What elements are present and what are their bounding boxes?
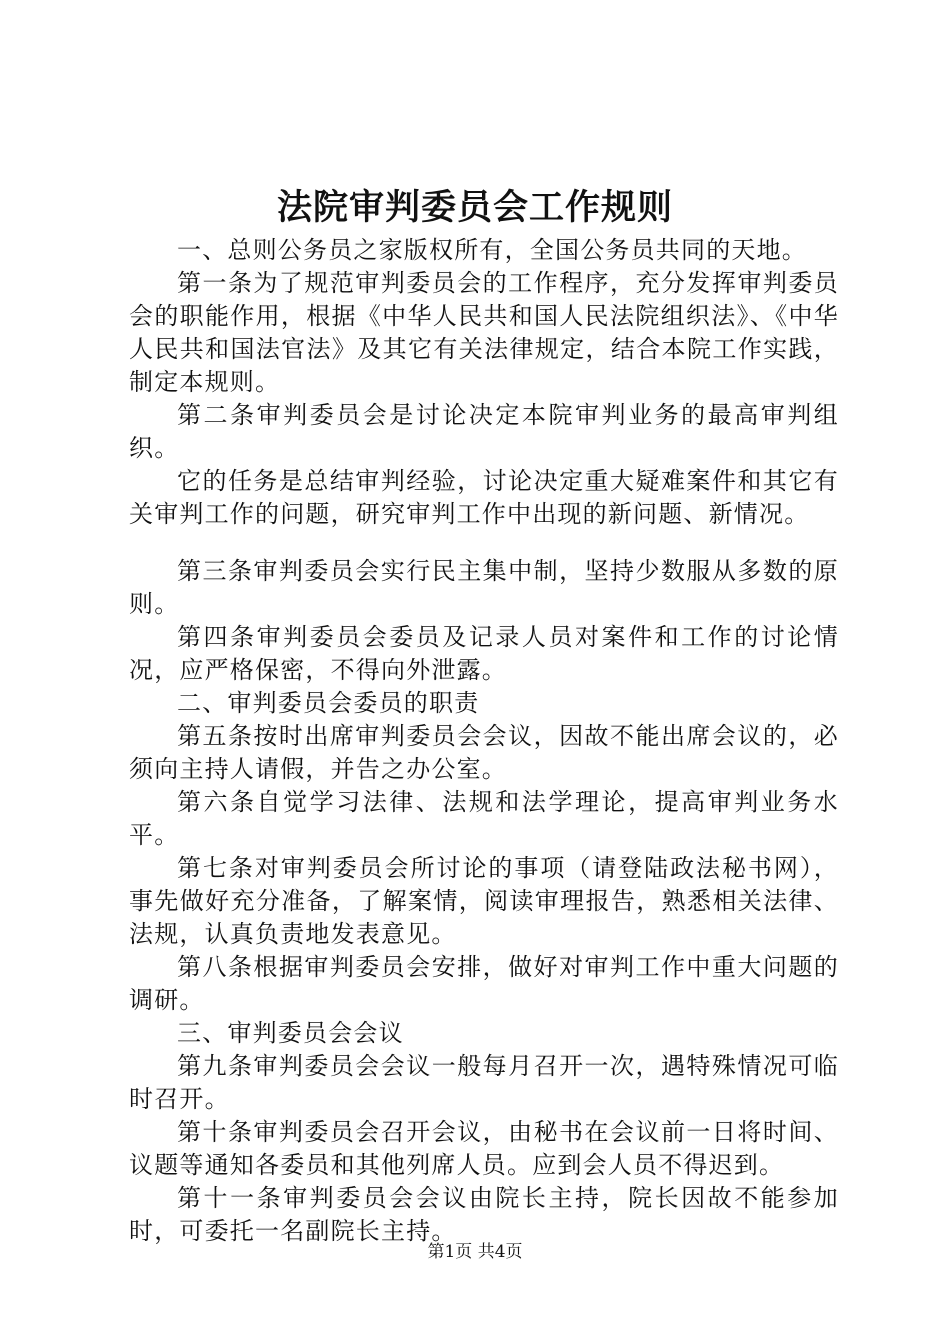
- article-1: 第一条为了规范审判委员会的工作程序，充分发挥审判委员会的职能作用，根据《中华人民共和国人民法院组织法》、《中华人民共和国法官法》及其它有关法律规定，结合本院工作实践，制定本规则。: [129, 269, 839, 396]
- document-title: 法院审判委员会工作规则: [276, 187, 673, 228]
- article-9: 第九条审判委员会会议一般每月召开一次，遇特殊情况可临时召开。: [129, 1052, 839, 1113]
- article-5: 第五条按时出席审判委员会会议，因故不能出席会议的，必须向主持人请假，并告之办公室。: [129, 722, 839, 783]
- article-7: 第七条对审判委员会所讨论的事项（请登陆政法秘书网），事先做好充分准备，了解案情，阅读审理报告，熟悉相关法律、法规，认真负责地发表意见。: [129, 854, 839, 948]
- article-11: 第十一条审判委员会会议由院长主持，院长因故不能参加时，可委托一名副院长主持。: [129, 1184, 839, 1245]
- page-number-footer: 第1页 共4页: [427, 1242, 523, 1262]
- blank-line: [129, 531, 839, 555]
- section-heading-duties: 二、审判委员会委员的职责: [177, 689, 480, 717]
- article-2-continued: 它的任务是总结审判经验，讨论决定重大疑难案件和其它有关审判工作的问题，研究审判工作中出现的新问题、新情况。: [129, 467, 839, 528]
- article-3: 第三条审判委员会实行民主集中制，坚持少数服从多数的原则。: [129, 557, 839, 618]
- section-heading-general: 一、总则公务员之家版权所有，全国公务员共同的天地。: [177, 236, 807, 264]
- article-10: 第十条审判委员会召开会议，由秘书在会议前一日将时间、议题等通知各委员和其他列席人员。应到会人员不得迟到。: [129, 1118, 839, 1179]
- article-6: 第六条自觉学习法律、法规和法学理论，提高审判业务水平。: [129, 788, 839, 849]
- article-2: 第二条审判委员会是讨论决定本院审判业务的最高审判组织。: [129, 401, 839, 462]
- article-4: 第四条审判委员会委员及记录人员对案件和工作的讨论情况，应严格保密，不得向外泄露。: [129, 623, 839, 684]
- document-body: [129, 234, 839, 1248]
- section-heading-meetings: 三、审判委员会会议: [177, 1019, 404, 1047]
- article-8: 第八条根据审判委员会安排，做好对审判工作中重大问题的调研。: [129, 953, 839, 1014]
